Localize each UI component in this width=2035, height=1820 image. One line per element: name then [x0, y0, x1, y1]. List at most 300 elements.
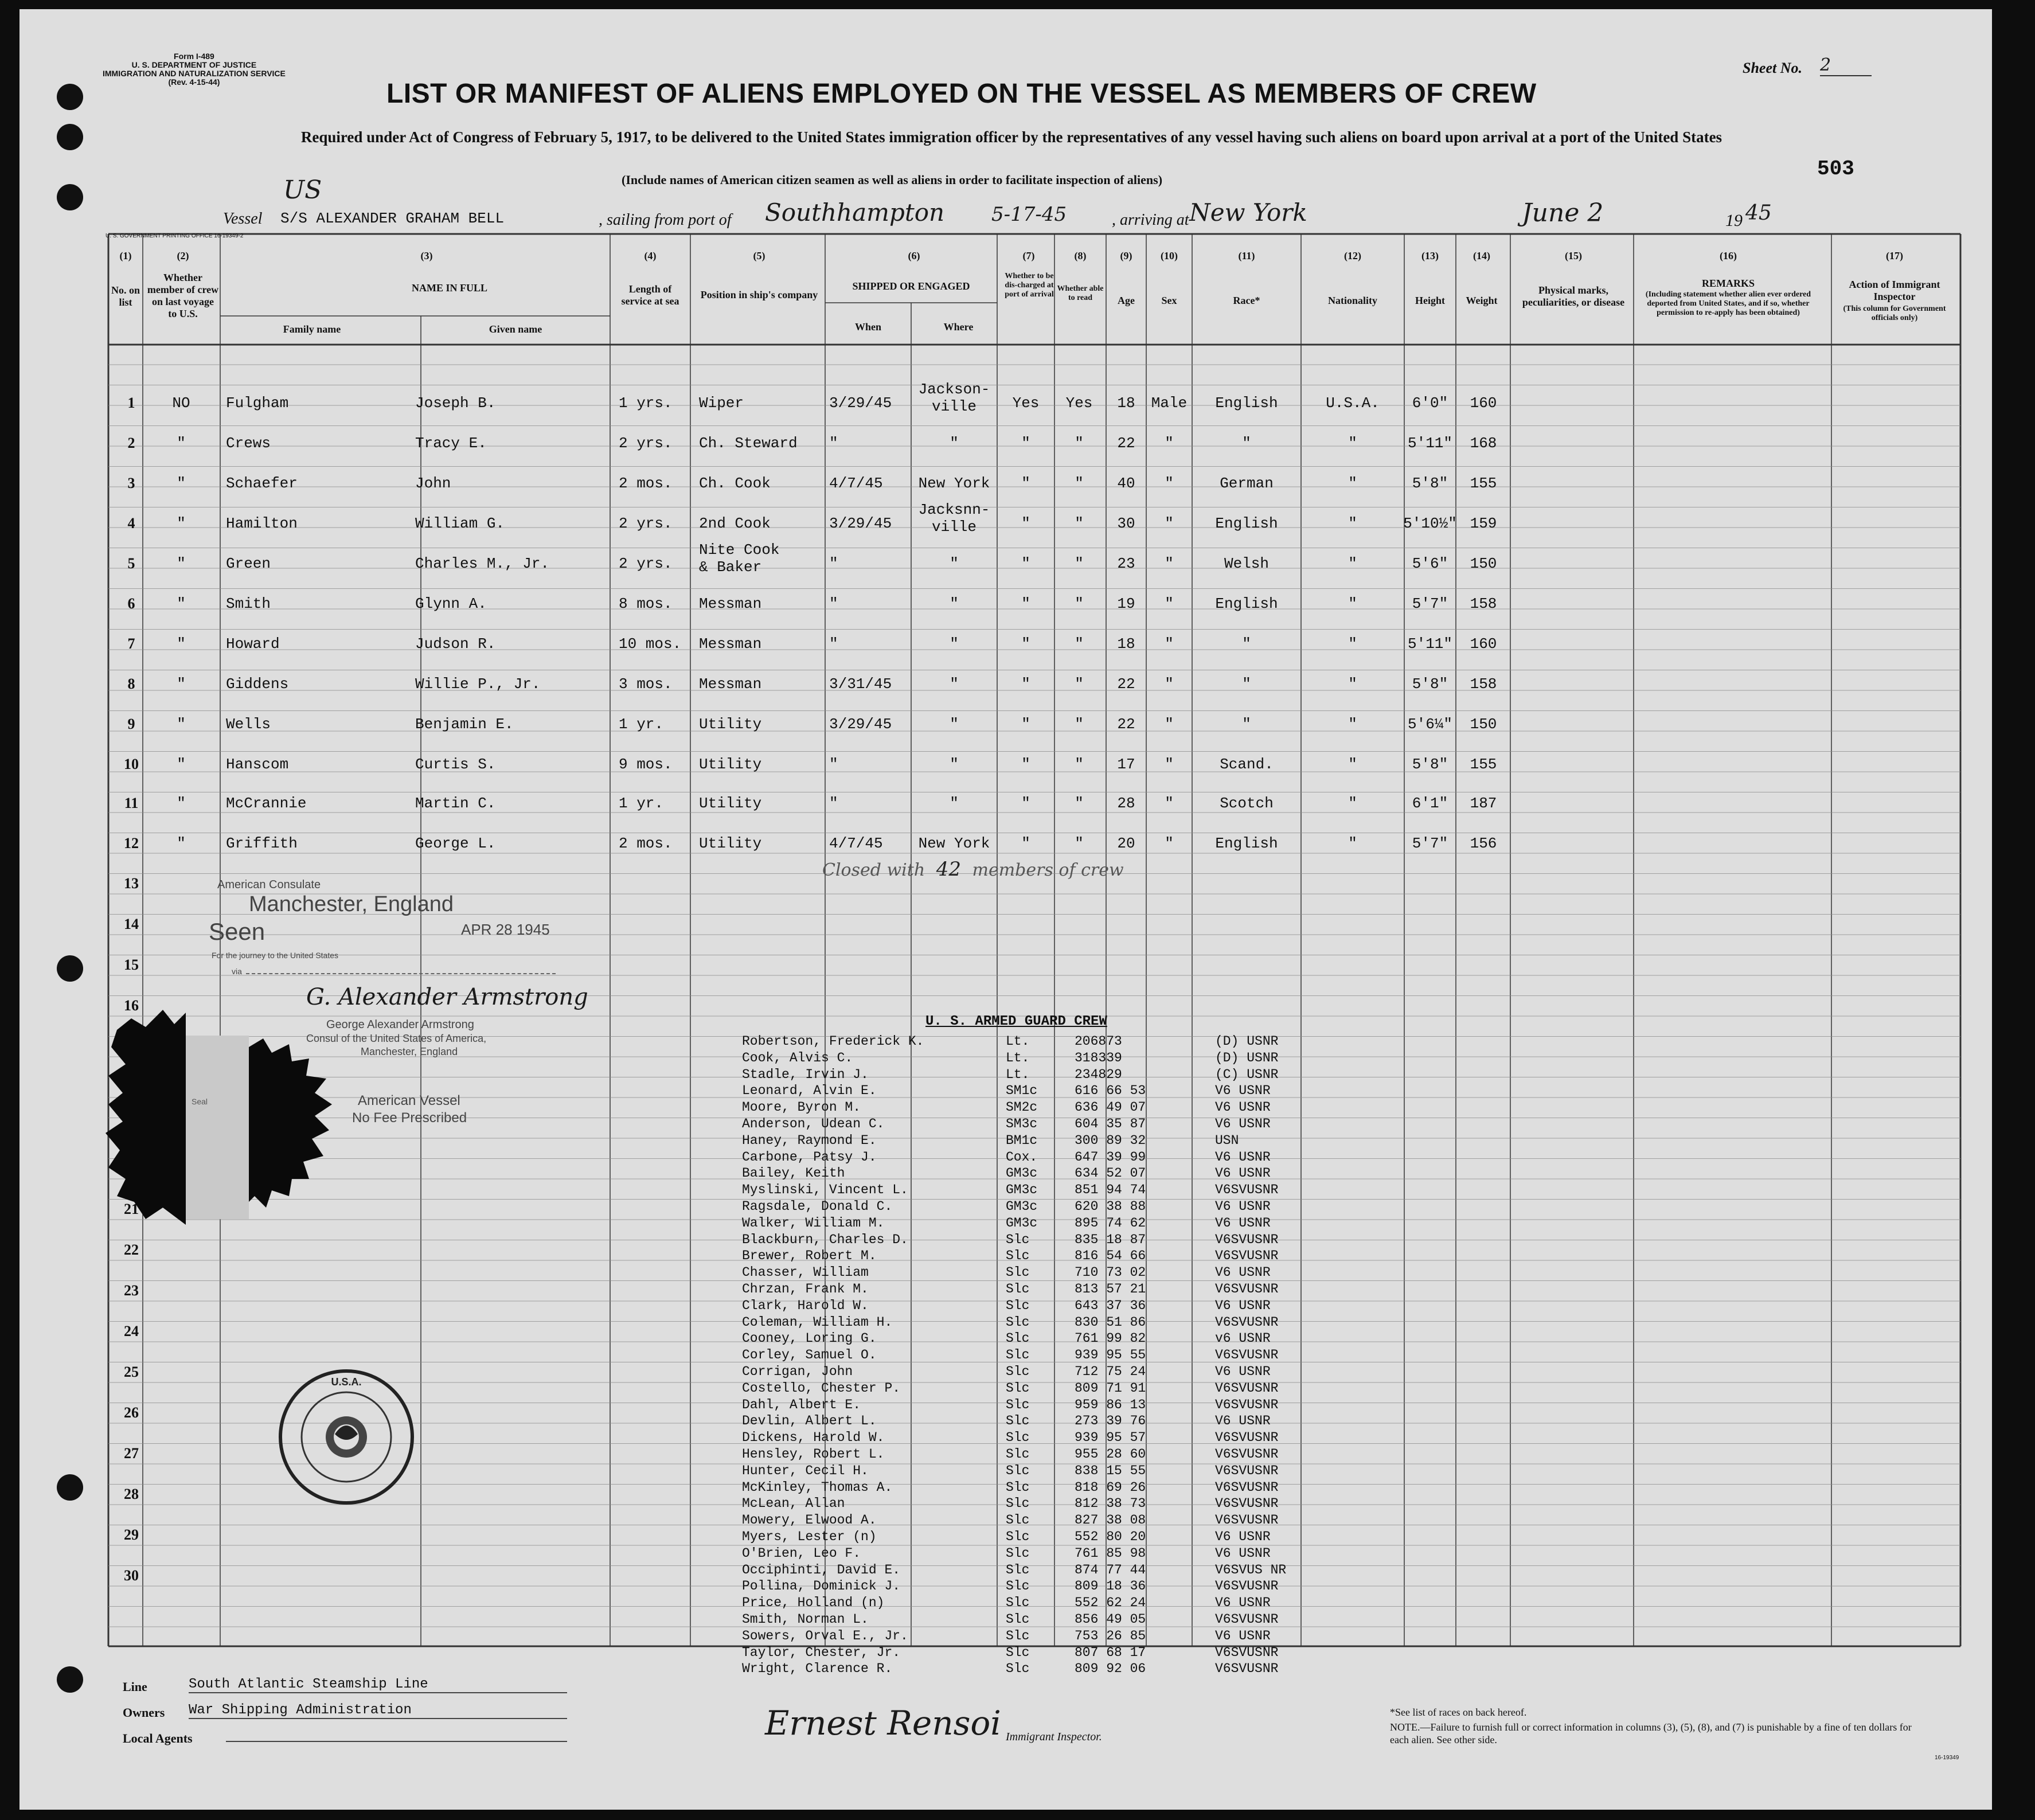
crew-nationality: U.S.A. [1326, 395, 1380, 412]
vessel-name: S/S ALEXANDER GRAHAM BELL [280, 210, 505, 227]
crew-no: 4 [127, 515, 135, 532]
crew-nationality: " [1348, 435, 1357, 452]
guard-number: 955 28 60 [1075, 1447, 1146, 1462]
crew-where: " [950, 435, 959, 452]
crew-given: Glynn A. [415, 595, 487, 612]
crew-age: 17 [1117, 756, 1135, 773]
crew-race: English [1215, 395, 1278, 412]
crew-sex: " [1165, 435, 1174, 452]
guard-number: 616 66 53 [1075, 1083, 1146, 1099]
guard-name: Mowery, Elwood A. [742, 1513, 877, 1528]
crew-member: " [177, 835, 186, 852]
guard-service: V6SVUSNR [1215, 1661, 1279, 1677]
guard-service: V6 USNR [1215, 1199, 1271, 1214]
crew-given: Martin C. [415, 795, 496, 812]
crew-discharged: " [1021, 555, 1030, 572]
guard-rate: Slc [1006, 1479, 1030, 1495]
page-number: 503 [1817, 157, 1854, 181]
col-num-12: (12) [1344, 250, 1361, 261]
guard-number: 809 18 36 [1075, 1579, 1146, 1594]
crew-age: 22 [1117, 675, 1135, 693]
crew-read: " [1075, 475, 1084, 492]
crew-age: 22 [1117, 716, 1135, 733]
guard-number: 807 68 17 [1075, 1645, 1146, 1660]
crew-race: " [1242, 675, 1251, 693]
crew-height: 5'8" [1412, 475, 1448, 492]
guard-rate: Slc [1006, 1413, 1030, 1429]
crew-age: 28 [1117, 795, 1135, 812]
guard-rate: Slc [1006, 1331, 1030, 1346]
guard-name: Ragsdale, Donald C. [742, 1199, 893, 1214]
guard-service: V6 USNR [1215, 1149, 1271, 1165]
crew-sex: " [1165, 795, 1174, 812]
crew-length: 8 mos. [619, 595, 673, 612]
crew-sex: " [1165, 555, 1174, 572]
crew-sex: " [1165, 515, 1174, 532]
crew-where: " [950, 635, 959, 653]
crew-age: 22 [1117, 435, 1135, 452]
col-num-10: (10) [1161, 250, 1178, 261]
form-number: Form I-489 [174, 52, 214, 61]
crew-weight: 150 [1470, 716, 1497, 733]
guard-number: 710 73 02 [1075, 1265, 1146, 1280]
embossed-seal-icon [100, 995, 352, 1225]
guard-number: 830 51 86 [1075, 1314, 1146, 1330]
guard-name: Walker, William M. [742, 1215, 885, 1231]
crew-position: Messman [699, 635, 762, 653]
crew-weight: 155 [1470, 475, 1497, 492]
guard-service: V6SVUSNR [1215, 1463, 1279, 1478]
manifest-sheet [19, 9, 1992, 1810]
guard-number: 300 89 32 [1075, 1132, 1146, 1148]
row-number: 29 [124, 1526, 139, 1543]
consulate-round-seal-icon [266, 1362, 427, 1512]
crew-age: 19 [1117, 595, 1135, 612]
guard-number: 604 35 87 [1075, 1116, 1146, 1131]
crew-when: 3/29/45 [829, 716, 892, 733]
guard-rate: GM3c [1006, 1215, 1038, 1231]
col-num-2: (2) [177, 250, 189, 261]
punch-hole-icon [57, 1666, 83, 1693]
crew-height: 5'10½" [1403, 515, 1457, 532]
guard-name: Dahl, Albert E. [742, 1397, 861, 1412]
crew-no: 8 [127, 675, 135, 692]
print-code: 16-19349 [1935, 1755, 1959, 1761]
header-position: Position in ship's company [700, 289, 818, 300]
col-num-8: (8) [1074, 250, 1087, 261]
guard-name: Occiphinti, David E. [742, 1562, 901, 1577]
header-family-name: Family name [283, 323, 341, 335]
service: IMMIGRATION AND NATURALIZATION SERVICE [103, 69, 286, 78]
header-length-service: Length of service at sea [621, 283, 679, 307]
via-line [246, 973, 556, 974]
crew-weight: 155 [1470, 756, 1497, 773]
header-action-sub: (This column for Government officials only) [1843, 304, 1946, 322]
crew-race: English [1215, 835, 1278, 852]
form-id-block [103, 52, 286, 87]
col-num-11: (11) [1238, 250, 1255, 261]
guard-name: Corrigan, John [742, 1364, 853, 1379]
guard-number: 761 99 82 [1075, 1331, 1146, 1346]
crew-read: " [1075, 716, 1084, 733]
guard-number: 939 95 57 [1075, 1430, 1146, 1446]
guard-number: 835 18 87 [1075, 1232, 1146, 1247]
guard-service: V6SVUSNR [1215, 1282, 1279, 1296]
crew-position: 2nd Cook [699, 515, 771, 532]
consulate-journey: For the journey to the United States [212, 951, 339, 960]
crew-sex: Male [1151, 395, 1188, 412]
guard-name: McKinley, Thomas A. [742, 1479, 893, 1495]
crew-race: " [1242, 716, 1251, 733]
punch-hole-icon [57, 955, 83, 982]
crew-no: 10 [124, 756, 139, 772]
consul-signature: G. Alexander Armstrong [306, 984, 588, 1010]
header-given-name: Given name [489, 323, 542, 335]
crew-family: McCrannie [226, 795, 307, 812]
guard-rate: Lt. [1006, 1034, 1030, 1049]
crew-nationality: " [1348, 515, 1357, 532]
closed-note-suffix: members of crew [972, 860, 1124, 880]
crew-family: Griffith [226, 835, 298, 852]
guard-name: Anderson, Udean C. [742, 1116, 885, 1131]
guard-rate: GM3c [1006, 1182, 1038, 1198]
guard-service: V6SVUSNR [1215, 1348, 1279, 1363]
guard-rate: SM2c [1006, 1100, 1038, 1115]
crew-member: " [177, 635, 186, 653]
crew-height: 5'11" [1407, 635, 1452, 653]
row-number: 21 [124, 1201, 139, 1217]
owners-label: Owners [123, 1705, 165, 1720]
header-able-read: Whether able to read [1057, 284, 1104, 302]
crew-sex: " [1165, 756, 1174, 773]
crew-discharged: " [1021, 756, 1030, 773]
guard-rate: GM3c [1006, 1199, 1038, 1214]
guard-name: Blackburn, Charles D. [742, 1232, 908, 1247]
guard-name: Hensley, Robert L. [742, 1447, 885, 1462]
crew-when: " [829, 435, 838, 452]
guard-service: V6 USNR [1215, 1628, 1271, 1643]
punch-hole-icon [57, 1474, 83, 1501]
crew-family: Hanscom [226, 756, 289, 773]
row-number: 16 [124, 997, 139, 1014]
crew-when: 3/31/45 [829, 675, 892, 693]
closed-note-count: 42 [936, 858, 961, 881]
crew-length: 3 mos. [619, 675, 673, 693]
crew-no: 1 [127, 395, 135, 411]
guard-service: V6SVUSNR [1215, 1430, 1279, 1446]
header-race: Race* [1233, 295, 1260, 306]
header-physical: Physical marks, peculiarities, or disease [1522, 284, 1625, 308]
crew-member: " [177, 595, 186, 612]
crew-when: 3/29/45 [829, 395, 892, 412]
punch-hole-icon [57, 124, 83, 150]
guard-name: Clark, Harold W. [742, 1298, 869, 1313]
row-number: 28 [124, 1486, 139, 1502]
header-remarks: REMARKS [1701, 278, 1755, 289]
guard-service: V6 USNR [1215, 1545, 1271, 1561]
guard-rate: Slc [1006, 1661, 1030, 1677]
guard-name: Robertson, Frederick K. [742, 1034, 924, 1049]
consul-title: Consul of the United States of America, [306, 1033, 487, 1044]
row-number: 15 [124, 956, 139, 973]
crew-weight: 187 [1470, 795, 1497, 812]
inspector-label: Immigrant Inspector. [1006, 1731, 1102, 1743]
crew-weight: 160 [1470, 635, 1497, 653]
row-number: 24 [124, 1323, 139, 1339]
crew-nationality: " [1348, 635, 1357, 653]
crew-weight: 150 [1470, 555, 1497, 572]
guard-name: Corley, Samuel O. [742, 1348, 877, 1363]
guard-name: O'Brien, Leo F. [742, 1545, 861, 1561]
crew-member: " [177, 756, 186, 773]
crew-read: " [1075, 756, 1084, 773]
page-subtitle: Required under Act of Congress of February 5, 1917, to be delivered to the United States immigration officer by the representatives of any vessel having such aliens on board upon arrival at a port of the United States [300, 128, 1722, 146]
header-remarks-sub: (Including statement whether alien ever ordered deported from United States, and if so, whether permission to re-apply has been obtained) [1645, 290, 1811, 317]
header-weight: Weight [1466, 295, 1498, 306]
crew-no: 11 [124, 795, 139, 811]
crew-when: " [829, 756, 838, 773]
guard-service: (C) USNR [1215, 1067, 1279, 1082]
guard-rate: BM1c [1006, 1132, 1038, 1148]
crew-height: 5'8" [1412, 675, 1448, 693]
guard-number: 552 62 24 [1075, 1595, 1146, 1611]
sheet-number: 2 [1820, 55, 1872, 76]
crew-when: 3/29/45 [829, 515, 892, 532]
guard-number: 552 80 20 [1075, 1529, 1146, 1544]
guard-rate: Slc [1006, 1545, 1030, 1561]
crew-length: 1 yr. [619, 795, 664, 812]
guard-service: V6 USNR [1215, 1595, 1271, 1611]
crew-nationality: " [1348, 555, 1357, 572]
crew-read: " [1075, 515, 1084, 532]
crew-position: Ch. Steward [699, 435, 798, 452]
crew-position: Wiper [699, 395, 744, 412]
crew-family: Schaefer [226, 475, 298, 492]
guard-name: Haney, Raymond E. [742, 1132, 877, 1148]
crew-weight: 158 [1470, 675, 1497, 693]
crew-weight: 156 [1470, 835, 1497, 852]
vessel-stamp-line2: No Fee Prescribed [352, 1110, 467, 1126]
row-number: 25 [124, 1364, 139, 1380]
punch-hole-icon [57, 84, 83, 110]
crew-length: 1 yr. [619, 716, 664, 733]
guard-name: Wright, Clarence R. [742, 1661, 893, 1677]
crew-height: 6'0" [1412, 395, 1448, 412]
guard-service: V6SVUSNR [1215, 1496, 1279, 1512]
port-to: New York [1189, 198, 1307, 226]
guard-rate: Lt. [1006, 1050, 1030, 1065]
crew-discharged: " [1021, 835, 1030, 852]
line-value: South Atlantic Steamship Line [189, 1677, 567, 1693]
guard-name: Cook, Alvis C. [742, 1050, 853, 1065]
crew-family: Crews [226, 435, 271, 452]
guard-number: 234829 [1075, 1067, 1122, 1082]
guard-name: Pollina, Dominick J. [742, 1579, 901, 1594]
crew-family: Howard [226, 635, 280, 653]
consulate-date: APR 28 1945 [461, 921, 550, 938]
crew-position: Ch. Cook [699, 475, 771, 492]
guard-number: 959 86 13 [1075, 1397, 1146, 1412]
guard-name: Chasser, William [742, 1265, 869, 1280]
col-num-9: (9) [1120, 250, 1132, 261]
guard-number: 273 39 76 [1075, 1413, 1146, 1429]
guard-name: Price, Holland (n) [742, 1595, 885, 1611]
crew-discharged: " [1021, 595, 1030, 612]
guard-number: 634 52 07 [1075, 1166, 1146, 1181]
col-num-3: (3) [420, 250, 433, 261]
crew-no: 9 [127, 716, 135, 732]
crew-member: " [177, 795, 186, 812]
crew-read: " [1075, 555, 1084, 572]
crew-age: 18 [1117, 395, 1135, 412]
crew-no: 12 [124, 835, 139, 852]
crew-read: " [1075, 795, 1084, 812]
crew-no: 7 [127, 635, 135, 652]
guard-service: USN [1215, 1132, 1239, 1148]
guard-rate: Slc [1006, 1612, 1030, 1627]
guard-rate: Slc [1006, 1595, 1030, 1611]
crew-discharged: " [1021, 675, 1030, 693]
arrival-date: June 2 [1522, 198, 1604, 228]
crew-sex: " [1165, 716, 1174, 733]
line-label: Line [123, 1680, 147, 1694]
guard-name: Stadle, Irvin J. [742, 1067, 869, 1082]
guard-service: (D) USNR [1215, 1050, 1279, 1065]
crew-read: Yes [1065, 395, 1093, 412]
guard-rate: Lt. [1006, 1067, 1030, 1082]
crew-member: " [177, 515, 186, 532]
header-age: Age [1118, 295, 1135, 306]
guard-service: V6SVUSNR [1215, 1182, 1279, 1198]
crew-length: 10 mos. [619, 635, 682, 653]
guard-rate: Cox. [1006, 1149, 1038, 1165]
crew-height: 5'8" [1412, 756, 1448, 773]
crew-when: " [829, 795, 838, 812]
crew-nationality: " [1348, 756, 1357, 773]
crew-where: " [950, 555, 959, 572]
crew-where: New York [918, 475, 990, 492]
col-num-13: (13) [1421, 250, 1439, 261]
guard-service: V6 USNR [1215, 1100, 1271, 1115]
crew-weight: 160 [1470, 395, 1497, 412]
crew-no: 3 [127, 475, 135, 491]
vessel-label: Vessel [223, 210, 263, 228]
guard-service: V6 USNR [1215, 1529, 1271, 1544]
inclusion-note: (Include names of American citizen seamen as well as aliens in order to facilitate inspection of aliens) [622, 173, 1163, 187]
penalty-note: NOTE.—Failure to furnish full or correct information in columns (3), (5), (8), and (7) is punishable by a fine of ten dollars for each alien. See other side. [1390, 1721, 1912, 1745]
crew-height: 5'6¼" [1407, 716, 1452, 733]
col-num-6: (6) [908, 250, 920, 261]
crew-given: Charles M., Jr. [415, 555, 550, 572]
guard-name: Cooney, Loring G. [742, 1331, 877, 1346]
col-num-14: (14) [1473, 250, 1490, 261]
row-number: 23 [124, 1282, 139, 1299]
crew-discharged: " [1021, 475, 1030, 492]
header-when: When [854, 321, 881, 333]
crew-given: John [415, 475, 451, 492]
crew-where: Jackson- ville [918, 381, 990, 415]
crew-position: Nite Cook & Baker [699, 541, 780, 576]
crew-read: " [1075, 635, 1084, 653]
local-agents-label: Local Agents [123, 1731, 193, 1745]
guard-rate: Slc [1006, 1282, 1030, 1296]
guard-service: V6SVUS NR [1215, 1562, 1287, 1577]
sheet-label: Sheet No. [1743, 60, 1802, 76]
crew-nationality: " [1348, 835, 1357, 852]
guard-name: Sowers, Orval E., Jr. [742, 1628, 908, 1643]
guard-service: V6SVUSNR [1215, 1232, 1279, 1247]
guard-number: 874 77 44 [1075, 1562, 1146, 1577]
inspector-signature: Ernest Rensoi [765, 1704, 1001, 1743]
vessel-flag: US [283, 175, 322, 205]
crew-sex: " [1165, 475, 1174, 492]
revision: (Rev. 4-15-44) [168, 77, 220, 87]
crew-sex: " [1165, 595, 1174, 612]
crew-no: 2 [127, 435, 135, 451]
crew-age: 30 [1117, 515, 1135, 532]
year-prefix: 19 [1725, 211, 1743, 230]
crew-where: " [950, 795, 959, 812]
crew-member: " [177, 475, 186, 492]
crew-nationality: " [1348, 595, 1357, 612]
guard-service: V6SVUSNR [1215, 1447, 1279, 1462]
crew-position: Utility [699, 795, 762, 812]
closed-note [822, 858, 1124, 881]
crew-no: 6 [127, 595, 135, 612]
guard-service: V6SVUSNR [1215, 1579, 1279, 1594]
guard-name: Chrzan, Frank M. [742, 1282, 869, 1296]
guard-number: 753 26 85 [1075, 1628, 1146, 1643]
svg-text:Seal: Seal [192, 1097, 208, 1106]
guard-name: Devlin, Albert L. [742, 1413, 877, 1429]
guard-number: 620 38 88 [1075, 1199, 1146, 1214]
guard-rate: Slc [1006, 1447, 1030, 1462]
crew-given: Willie P., Jr. [415, 675, 541, 693]
guard-number: 647 39 99 [1075, 1149, 1146, 1165]
guard-rate: SM3c [1006, 1116, 1038, 1131]
crew-where: Jacksnn- ville [918, 501, 990, 536]
guard-name: Coleman, William H. [742, 1314, 893, 1330]
row-number: 27 [124, 1445, 139, 1462]
crew-when: 4/7/45 [829, 475, 883, 492]
guard-number: 206873 [1075, 1034, 1122, 1049]
guard-number: 818 69 26 [1075, 1479, 1146, 1495]
guard-name: McLean, Allan [742, 1496, 845, 1512]
guard-number: 851 94 74 [1075, 1182, 1146, 1198]
col-num-15: (15) [1565, 250, 1582, 261]
crew-where: " [950, 675, 959, 693]
crew-where: " [950, 716, 959, 733]
crew-sex: " [1165, 635, 1174, 653]
crew-member: NO [172, 395, 190, 412]
crew-age: 20 [1117, 835, 1135, 852]
crew-member: " [177, 555, 186, 572]
crew-no: 5 [127, 555, 135, 572]
crew-nationality: " [1348, 795, 1357, 812]
crew-where: " [950, 756, 959, 773]
header-where: Where [943, 321, 974, 333]
crew-race: English [1215, 595, 1278, 612]
col-num-1: (1) [119, 250, 132, 261]
crew-length: 1 yrs. [619, 395, 673, 412]
guard-service: v6 USNR [1215, 1331, 1271, 1346]
col-num-4: (4) [644, 250, 657, 261]
crew-race: Scotch [1220, 795, 1274, 812]
guard-service: V6SVUSNR [1215, 1612, 1279, 1627]
guard-name: Costello, Chester P. [742, 1380, 901, 1396]
guard-rate: Slc [1006, 1248, 1030, 1264]
consul-location: Manchester, England [361, 1046, 458, 1057]
